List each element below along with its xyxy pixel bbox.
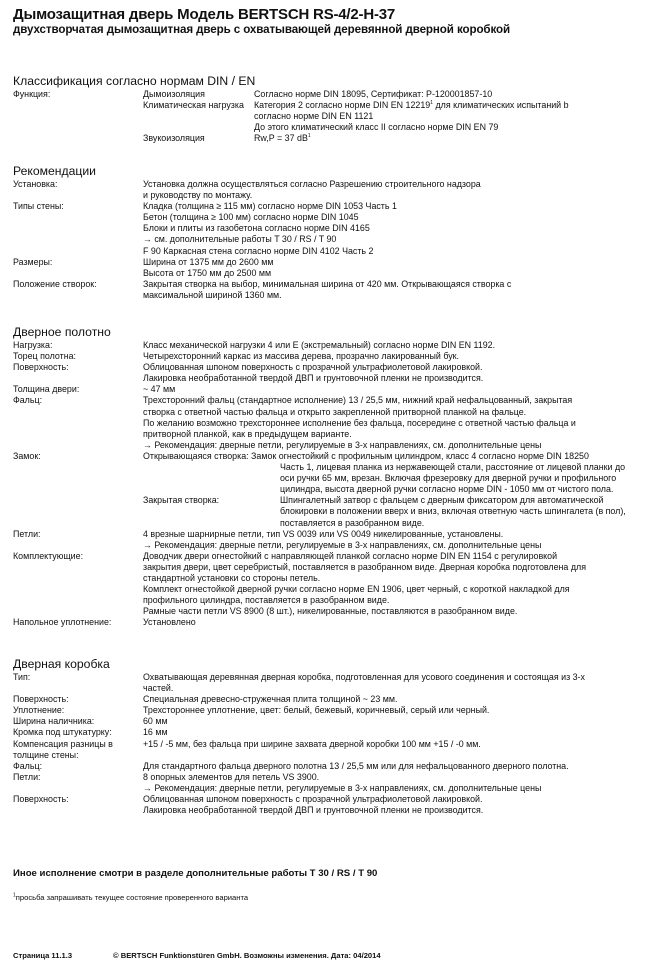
spec-row bbox=[13, 672, 638, 694]
row-lock bbox=[13, 451, 638, 529]
row-label: Кромка под штукатурку: bbox=[13, 727, 112, 738]
row-label: Компенсация разницы в толщине стены: bbox=[13, 738, 113, 760]
sub-label: Закрытая створка: bbox=[143, 495, 220, 506]
value-line: 8 опорных элементов для петель VS 3900. bbox=[143, 771, 320, 782]
section-door-leaf bbox=[13, 325, 638, 628]
spec-row bbox=[13, 362, 638, 384]
sub-row-climate bbox=[143, 100, 638, 133]
spec-row bbox=[13, 395, 638, 450]
spec-row bbox=[13, 257, 638, 279]
value-line: → Рекомендация: дверные петли, регулируемые в 3-х направлениях, см. дополнительные цены bbox=[143, 782, 542, 793]
value-line: До этого климатический класс II согласно норме DIN EN 79 bbox=[254, 122, 499, 133]
spec-row bbox=[13, 727, 638, 738]
spec-row bbox=[13, 351, 638, 362]
value-line: Четырехсторонний каркас из массива дерева, прозрачно лакированный бук. bbox=[143, 351, 460, 362]
value-line: частей. bbox=[143, 683, 174, 694]
value-line: По желанию возможно трехстороннее исполнение без фальца, посередине с ответной частью фальца и bbox=[143, 417, 576, 428]
row-function bbox=[13, 89, 638, 144]
spec-row bbox=[13, 179, 638, 201]
value-line: оси ручки 65 мм, врезан. Включая фрезеровку для дверной ручки и профильного bbox=[280, 473, 617, 484]
sub-label: Климатическая нагрузка bbox=[143, 100, 244, 111]
row-label: Поверхность: bbox=[13, 794, 69, 805]
value-line: Трехсторонний фальц (стандартное исполнение) 13 / 25,5 мм, нижний край нефальцованный, закрытая bbox=[143, 395, 573, 406]
spec-row bbox=[13, 705, 638, 716]
spec-row bbox=[13, 739, 638, 761]
row-label: Замок: bbox=[13, 450, 41, 461]
value-line: Установка должна осуществляться согласно Разрешению строительного надзора bbox=[143, 179, 481, 189]
spec-row bbox=[13, 551, 638, 618]
value-line: Шпингалетный затвор с фальцем с дверным фиксатором для автоматической bbox=[280, 495, 604, 506]
value-line: согласно норме DIN EN 1121 bbox=[254, 111, 374, 122]
value-line: Доводчик двери огнестойкий с направляющей планкой согласно норме DIN EN 1154 с регулировкой bbox=[143, 550, 558, 561]
row-label: Поверхность: bbox=[13, 362, 69, 373]
value-line: стандартной установки со стороны петель. bbox=[143, 572, 321, 583]
section-classification bbox=[13, 74, 638, 144]
rows bbox=[13, 529, 638, 629]
row-label: Уплотнение: bbox=[13, 705, 65, 716]
row-label: Петли: bbox=[13, 771, 41, 782]
section-heading: Классификация согласно нормам DIN / EN bbox=[13, 74, 256, 88]
value-line: Блоки и плиты из газобетона согласно норме DIN 4165 bbox=[143, 223, 370, 234]
footnote-mark: 1 bbox=[307, 133, 311, 140]
value-line: Открывающаяся створка: Замок огнестойкий с профильным цилиндром, класс 4 согласно норме DIN 18250 bbox=[143, 450, 589, 461]
value-line: притворной планкой, как в предыдущем варианте. bbox=[143, 428, 352, 439]
footnote-text: просьба запрашивать текущее состояние проверенного варианта bbox=[15, 893, 249, 902]
value-line: Установлено bbox=[143, 617, 196, 628]
value-line: → Рекомендация: дверные петли, регулируемые в 3-х направлениях, см. дополнительные цены bbox=[143, 439, 542, 450]
spec-row bbox=[13, 716, 638, 727]
value-line: профильного цилиндра, поставляется в разобранном виде. bbox=[143, 595, 390, 606]
row-label: Толщина двери: bbox=[13, 384, 80, 395]
rows bbox=[13, 340, 638, 451]
spec-row bbox=[13, 201, 638, 256]
spec-row bbox=[13, 617, 638, 628]
value-line: Бетон (толщина ≥ 100 мм) согласно норме DIN 1045 bbox=[143, 212, 359, 223]
spec-row bbox=[13, 772, 638, 794]
rows bbox=[13, 179, 638, 301]
value-line: Специальная древесно-стружечная плита толщиной ~ 23 мм. bbox=[143, 694, 398, 705]
value-line: Rw,P = 37 $dB^1$ bbox=[254, 133, 311, 144]
value-line: ~ 47 мм bbox=[143, 384, 176, 395]
spec-row bbox=[13, 279, 638, 301]
value-line: Трехстороннее уплотнение, цвет: белый, бежевый, коричневый, серый или черный. bbox=[143, 705, 490, 716]
sub-label: Дымоизоляция bbox=[143, 89, 205, 99]
value-line: Облицованная шпоном поверхность с прозрачной ультрафиолетовой лакировкой. bbox=[143, 794, 483, 805]
sub-row-smoke bbox=[143, 89, 638, 100]
row-label: Тип: bbox=[13, 672, 31, 682]
value-line: закрытия двери, цвет серебристый, поставляется в разобранном виде. Дверная коробка подготовлена для bbox=[143, 561, 586, 572]
sub-label: Звукоизоляция bbox=[143, 133, 205, 144]
spec-row bbox=[13, 761, 638, 772]
value-line: 4 врезные шарнирные петли, тип VS 0039 или VS 0049 никелированные, установлены. bbox=[143, 528, 504, 539]
footnote-mark: 1 bbox=[13, 892, 16, 899]
section-recommendations bbox=[13, 164, 638, 301]
spec-row bbox=[13, 384, 638, 395]
spec-row bbox=[13, 794, 638, 816]
value-line: Категория 2 согласно норме DIN EN 12219$^1$ для климатических испытаний b bbox=[254, 100, 569, 111]
value-line: блокировки в положении вверх и вниз, включая ответную часть шпингалета (в пол), bbox=[280, 506, 626, 517]
value-line: Класс механической нагрузки 4 или E (экстремальный) согласно норме DIN EN 1192. bbox=[143, 340, 496, 350]
value-line: Лакировка необработанной твердой ДВП и грунтовочной пленки не производится. bbox=[143, 805, 484, 816]
section-frame bbox=[13, 657, 638, 816]
section-heading: Дверное полотно bbox=[13, 325, 111, 339]
value-line: створка с ответной частью фальца и открыто закрепленной притворной планкой на фальце. bbox=[143, 406, 527, 417]
sub-row-sound bbox=[143, 133, 638, 144]
value-line: Закрытая створка на выбор, минимальная ширина от 420 мм. Открывающаяся створка с bbox=[143, 278, 512, 289]
page-footer bbox=[13, 951, 381, 960]
value-line: Высота от 1750 мм до 2500 мм bbox=[143, 267, 272, 278]
row-label: Функция: bbox=[13, 89, 51, 99]
value-line: Комплект огнестойкой дверной ручки согласно норме EN 1906, цвет черный, с короткой накладкой для bbox=[143, 584, 570, 595]
value-line: Согласно норме DIN 18095, Сертификат: P-120001857-10 bbox=[254, 89, 493, 99]
row-label: Фальц: bbox=[13, 760, 43, 771]
rows bbox=[13, 672, 638, 816]
row-label: Поверхность: bbox=[13, 694, 69, 705]
value-line: цилиндра, высота дверной ручки согласно норме DIN - 1050 мм от чистого пола. bbox=[280, 484, 614, 495]
other-version-note: Иное исполнение смотри в разделе дополнительные работы T 30 / RS / T 90 bbox=[13, 868, 378, 879]
row-label: Положение створок: bbox=[13, 278, 97, 289]
value-line: Лакировка необработанной твердой ДВП и грунтовочной пленки не производится. bbox=[143, 373, 484, 384]
row-label: Фальц: bbox=[13, 395, 43, 406]
value-line: Облицованная шпоном поверхность с прозрачной ультрафиолетовой лакировкой. bbox=[143, 362, 483, 373]
page-number: Страница 11.1.3 bbox=[13, 951, 73, 960]
value-line: → Рекомендация: дверные петли, регулируемые в 3-х направлениях, см. дополнительные цены bbox=[143, 539, 542, 550]
value-line: Часть 1, лицевая планка из нержавеющей стали, расстояние от лицевой планки до bbox=[280, 462, 626, 473]
row-label: Типы стены: bbox=[13, 201, 64, 212]
spec-row bbox=[13, 340, 638, 351]
value-line: → см. дополнительные работы T 30 / RS / T 90 bbox=[143, 234, 337, 245]
spec-row bbox=[13, 694, 638, 705]
row-label: Торец полотна: bbox=[13, 351, 77, 362]
document-title: Дымозащитная дверь Модель BERTSCH RS-4/2-H-37 bbox=[13, 6, 396, 23]
row-label: Установка: bbox=[13, 179, 58, 189]
section-heading: Рекомендации bbox=[13, 164, 96, 178]
spec-row bbox=[13, 529, 638, 551]
row-label: Ширина наличника: bbox=[13, 716, 95, 727]
row-label: Размеры: bbox=[13, 256, 53, 267]
value-line: 16 мм bbox=[143, 727, 168, 738]
document-subtitle: двухстворчатая дымозащитная дверь с охватывающей деревянной дверной коробкой bbox=[13, 23, 511, 36]
row-label: Напольное уплотнение: bbox=[13, 617, 112, 628]
value-line: максимальной шириной 1360 мм. bbox=[143, 289, 282, 300]
value-line: Рамные части петли VS 8900 (8 шт.), никелированные, поставляются в разобранном виде. bbox=[143, 606, 518, 617]
value-line: F 90 Каркасная стена согласно норме DIN 4102 Часть 2 bbox=[143, 245, 374, 256]
value-line: Для стандартного фальца дверного полотна 13 / 25,5 мм или для нефальцованного дверного полотна. bbox=[143, 760, 569, 771]
value-line: Кладка (толщина ≥ 115 мм) согласно норме DIN 1053 Часть 1 bbox=[143, 201, 397, 212]
row-label: Комплектующие: bbox=[13, 550, 84, 561]
value-line: Ширина от 1375 мм до 2600 мм bbox=[143, 256, 274, 267]
value-line: Охватывающая деревянная дверная коробка, подготовленная для усового соединения и состоящая из 3-х bbox=[143, 672, 585, 682]
row-label: Нагрузка: bbox=[13, 340, 53, 350]
copyright: © BERTSCH Funktionstüren GmbH. Возможны изменения. Дата: 04/2014 bbox=[113, 951, 381, 960]
value-line: +15 / -5 мм, без фальца при ширине захвата дверной коробки 100 мм +15 / -0 мм. bbox=[143, 738, 481, 749]
value-line: 60 мм bbox=[143, 716, 168, 727]
footnote bbox=[13, 893, 248, 902]
section-heading: Дверная коробка bbox=[13, 657, 110, 671]
footnote-mark: 1 bbox=[430, 100, 434, 107]
row-label: Петли: bbox=[13, 528, 41, 539]
value-line: поставляется в разобранном виде. bbox=[280, 517, 425, 528]
value-line: и руководству по монтажу. bbox=[143, 190, 253, 201]
